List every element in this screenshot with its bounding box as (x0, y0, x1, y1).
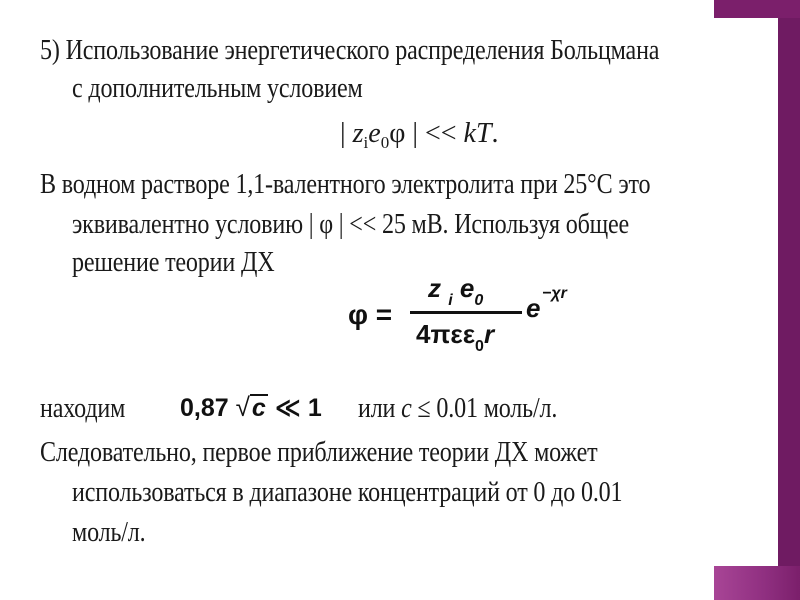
item5-line1: 5) Использование энергетического распределения Больцмана (40, 35, 660, 66)
para2-line1: В водном растворе 1,1-валентного электролита при 25°С это (40, 169, 651, 200)
ineq-rel: ≪ 1 (267, 394, 322, 422)
condition-open: | (340, 118, 353, 149)
para4-line2: использоваться в диапазоне концентраций от 0 до 0.01 (72, 477, 623, 508)
decorative-bar-bottom (714, 566, 800, 600)
formula-num-e: e (459, 273, 475, 303)
formula-den-main: 4πεε (416, 319, 476, 349)
condition-formula (340, 118, 499, 153)
formula-num-i: i (448, 292, 453, 309)
condition-e-sub: 0 (380, 133, 390, 152)
condition-z: z (352, 118, 364, 149)
formula-exp-power: −χr (542, 285, 567, 302)
para4-line3: моль/л. (72, 517, 146, 548)
formula-num-z: z (428, 273, 441, 303)
decorative-bar-top (714, 0, 800, 18)
para3-suffix-a: или (358, 393, 402, 424)
formula-numerator (428, 273, 483, 310)
para3-suffix (358, 392, 557, 426)
debye-huckel-formula (340, 253, 567, 371)
para3-suffix-c: c (401, 393, 412, 424)
inequality-formula (180, 392, 322, 423)
condition-phi: φ (389, 118, 406, 149)
formula-denominator (416, 319, 494, 356)
formula-num-0: 0 (474, 292, 484, 309)
ineq-coef: 0,87 (180, 394, 236, 422)
formula-fraction-line (410, 311, 522, 314)
condition-kt: kT (463, 118, 492, 149)
condition-dot: . (491, 118, 499, 149)
formula-lhs: φ = (348, 299, 393, 330)
condition-close: | << (405, 118, 464, 149)
formula-den-0: 0 (475, 338, 484, 355)
para3-prefix: находим (40, 393, 126, 424)
condition-e: e (368, 118, 381, 149)
para3-suffix-b: ≤ 0.01 моль/л. (411, 393, 558, 424)
item5-line2: с дополнительным условием (72, 73, 363, 104)
sqrt-icon: √ (235, 392, 250, 422)
decorative-bar-right (778, 18, 800, 566)
condition-z-sub: i (363, 133, 369, 152)
para2-line3: решение теории ДХ (72, 247, 275, 278)
para2-line2: эквивалентно условию | φ | << 25 мВ. Используя общее (72, 209, 630, 240)
formula-den-r: r (483, 319, 495, 349)
ineq-sqrt-arg: c (251, 394, 266, 422)
para4-line1: Следовательно, первое приближение теории ДХ может (40, 437, 598, 468)
formula-exp-base: e (526, 293, 541, 323)
